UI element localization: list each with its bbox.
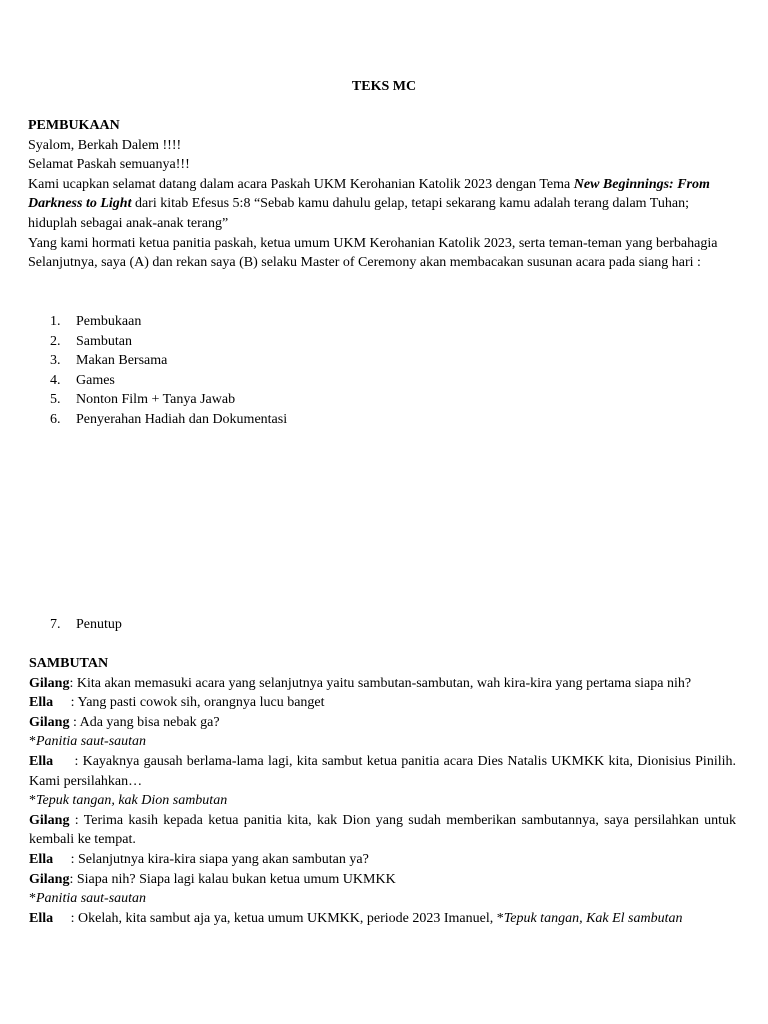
speaker-separator: : <box>53 753 83 769</box>
respected-paragraph: Yang kami hormati ketua panitia paskah, ketua umum UKM Kerohanian Katolik 2023, serta teman-teman yang berbahagia <box>28 235 718 251</box>
easter-greeting-line: Selamat Paskah semuanya!!! <box>28 157 190 173</box>
welcome-verse: dari kitab Efesus 5:8 “Sebab kamu dahulu gelap, tetapi sekarang kamu adalah terang dalam Tuhan; hiduplah sebagai anak-anak terang” <box>28 196 689 231</box>
agenda-label: Sambutan <box>76 333 132 349</box>
opening-heading: PEMBUKAAN <box>28 118 120 133</box>
dialogue-line <box>29 752 736 791</box>
speaker-name: Gilang <box>29 675 70 691</box>
agenda-number: 5. <box>50 392 61 408</box>
speaker-name: Ella <box>29 851 54 867</box>
dialogue-text: Ada yang bisa nebak ga? <box>79 714 220 730</box>
note-marker: * <box>29 734 36 750</box>
agenda-item <box>28 351 736 371</box>
speaker-name: Ella <box>29 695 54 711</box>
welcome-paragraph <box>28 175 736 234</box>
agenda-number: 6. <box>50 411 61 427</box>
dialogue-text: Siapa nih? Siapa lagi kalau bukan ketua umum UKMKK <box>76 871 396 887</box>
dialogue-text: Yang pasti cowok sih, orangnya lucu banget <box>77 695 325 711</box>
speaker-name: Ella <box>29 910 54 926</box>
agenda-label: Penyerahan Hadiah dan Dokumentasi <box>76 411 288 427</box>
dialogue-text: Kayaknya gausah berlama-lama lagi, kita sambut ketua panitia acara Dies Natalis UKMKK kita, Dionisius Pinilih. Kami persilahkan… <box>29 753 736 789</box>
agenda-item <box>28 332 736 352</box>
next-paragraph: Selanjutnya, saya (A) dan rekan saya (B) selaku Master of Ceremony akan membacakan susunan acara pada siang hari : <box>28 255 701 271</box>
dialogue-line <box>29 909 736 929</box>
dialogue-text: Selanjutnya kira-kira siapa yang akan sambutan ya? <box>78 851 369 867</box>
speaker-separator: : <box>69 714 80 730</box>
dialogue-line <box>29 713 736 733</box>
agenda-item <box>28 615 736 635</box>
speaker-name: Gilang <box>29 714 70 730</box>
speaker-separator: : <box>53 851 79 867</box>
dialogue-line <box>29 674 736 694</box>
speaker-name: Gilang <box>29 812 70 828</box>
note-text: Panitia saut-sautan <box>36 891 147 907</box>
dialogue-text: Okelah, kita sambut aja ya, ketua umum UKMKK, periode 2023 Imanuel, <box>78 910 497 926</box>
speaker-separator: : <box>53 695 78 711</box>
agenda-label: Makan Bersama <box>76 353 168 369</box>
stage-note <box>29 889 736 909</box>
note-text: Panitia saut-sautan <box>36 734 147 750</box>
agenda-item <box>28 371 736 391</box>
agenda-list <box>28 312 736 430</box>
agenda-number: 3. <box>50 353 61 369</box>
stage-note <box>29 791 736 811</box>
agenda-number: 4. <box>50 372 61 388</box>
greeting-line: Syalom, Berkah Dalem !!!! <box>28 137 182 153</box>
dialogue-line <box>29 850 736 870</box>
agenda-item <box>28 390 736 410</box>
event-theme: New Beginnings: From Darkness to Light <box>28 176 710 212</box>
opening-section <box>28 116 736 273</box>
stage-note <box>29 732 736 752</box>
speaker-separator: : <box>69 871 77 887</box>
agenda-number: 7. <box>50 617 61 632</box>
sambutan-section <box>29 654 736 928</box>
agenda-number: 1. <box>50 314 61 329</box>
agenda-label: Penutup <box>76 617 122 632</box>
note-marker: * <box>29 891 36 907</box>
dialogue-line <box>29 811 736 850</box>
note-text: Tepuk tangan, Kak El sambutan <box>503 910 683 926</box>
agenda-item <box>28 410 736 430</box>
speaker-name: Ella <box>29 753 54 769</box>
sambutan-heading: SAMBUTAN <box>29 656 109 671</box>
dialogue-line <box>29 870 736 890</box>
agenda-label: Games <box>76 372 115 388</box>
note-marker: * <box>29 793 36 809</box>
dialogue-text: Kita akan memasuki acara yang selanjutnya yaitu sambutan-sambutan, wah kira-kira yang pertama siapa nih? <box>76 675 692 691</box>
speaker-separator: : <box>53 910 79 926</box>
speaker-separator: : <box>69 675 77 691</box>
agenda-label: Pembukaan <box>76 314 142 329</box>
agenda-item <box>28 312 736 332</box>
dialogue-line <box>29 693 736 713</box>
agenda-label: Nonton Film + Tanya Jawab <box>76 392 236 408</box>
note-text: Tepuk tangan, kak Dion sambutan <box>36 793 228 809</box>
note-marker: * <box>496 910 504 926</box>
agenda-number: 2. <box>50 333 61 349</box>
agenda-list-continued <box>28 615 736 635</box>
speaker-name: Gilang <box>29 871 70 887</box>
document-title: TEKS MC <box>351 79 417 94</box>
speaker-separator: : <box>69 812 84 828</box>
dialogue-text: Terima kasih kepada ketua panitia kita, kak Dion yang sudah memberikan sambutannya, saya persilahkan untuk kembali ke tempat. <box>29 812 736 848</box>
welcome-text: Kami ucapkan selamat datang dalam acara Paskah UKM Kerohanian Katolik 2023 dengan Tema <box>28 176 574 192</box>
